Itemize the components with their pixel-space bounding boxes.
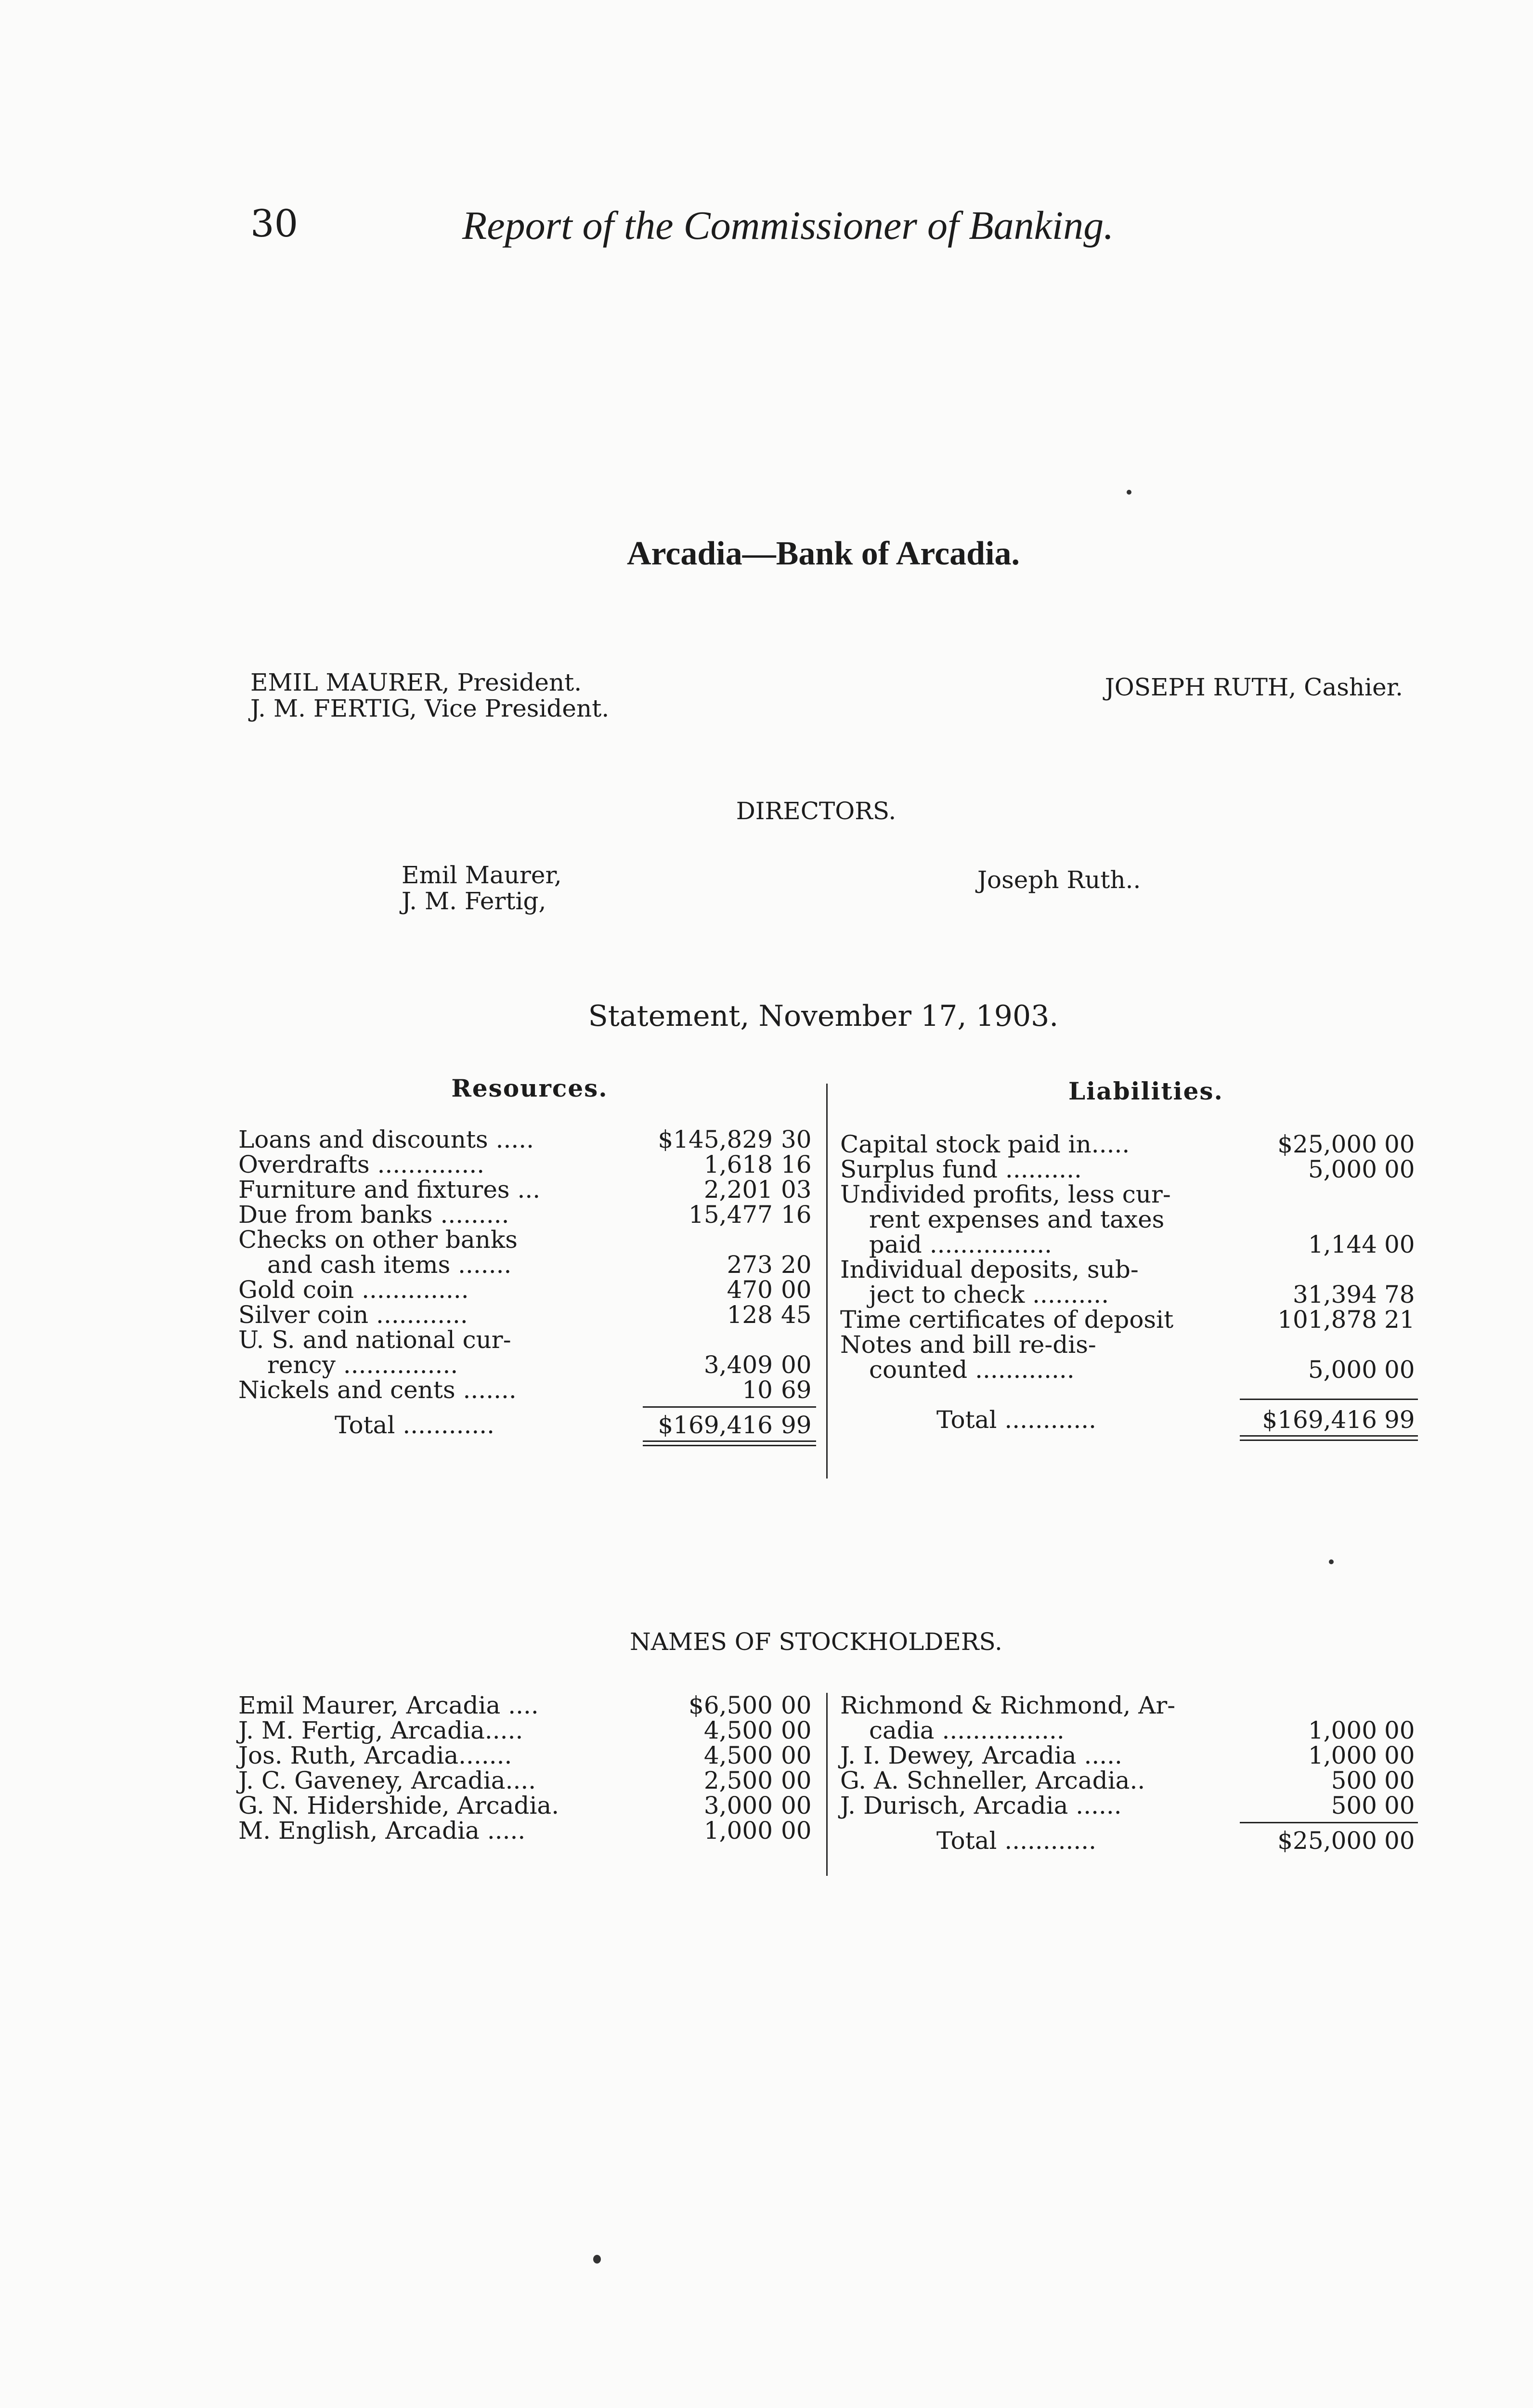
amount-cents: 45 [781,1301,812,1329]
row-label: Nickels and cents ....... [238,1376,517,1404]
amount-cents: 03 [781,1176,812,1204]
row-label: Overdrafts .............. [238,1151,485,1178]
amount-cents: 00 [781,1351,812,1379]
amount-dollars: 5,000 [1308,1356,1377,1384]
president-line: EMIL MAURER, President. [250,668,582,696]
row-label: Richmond & Richmond, Ar- [840,1691,1176,1719]
table-row [238,1277,821,1302]
table-row [840,1357,1425,1382]
table-row [238,1302,821,1327]
row-label: G. A. Schneller, Arcadia.. [840,1767,1145,1794]
row-label: Notes and bill re-dis- [840,1331,1096,1359]
row-label: Silver coin ............ [238,1301,468,1329]
resources-heading: Resources. [451,1074,608,1102]
table-row [238,1152,821,1177]
amount-cents: 00 [781,1767,812,1794]
amount-dollars: 4,500 [703,1716,773,1744]
amount-cents: 16 [781,1151,812,1178]
total-label: Total ............ [936,1827,1097,1855]
sum-rule [1240,1399,1418,1400]
amount-cents: 00 [781,1817,812,1845]
ink-speck [593,2255,601,2264]
table-row [238,1352,821,1377]
table-row [840,1307,1425,1332]
double-rule [1240,1435,1418,1441]
table-row [238,1818,821,1843]
table-row [238,1327,821,1352]
double-rule [643,1440,816,1446]
row-label: Time certificates of deposit [840,1306,1174,1334]
total-dollars: $169,416 [658,1411,773,1439]
amount-cents: 00 [781,1792,812,1819]
row-label: Jos. Ruth, Arcadia....... [238,1741,512,1769]
row-label: Gold coin .............. [238,1276,469,1304]
amount-cents: 00 [1384,1741,1415,1769]
amount-cents: 69 [781,1376,812,1404]
table-row [238,1718,821,1743]
row-label: J. C. Gaveney, Arcadia.... [238,1767,536,1794]
liabilities-heading: Liabilities. [1068,1077,1223,1105]
statement-title: Statement, November 17, 1903. [588,999,1059,1033]
stockholders-right-table [840,1693,1425,1853]
row-label: G. N. Hidershide, Arcadia. [238,1792,559,1819]
amount-dollars: $145,829 [658,1125,773,1153]
table-row [238,1227,821,1252]
row-label: counted ............. [869,1356,1075,1384]
amount-cents: 00 [1384,1155,1415,1183]
row-label: paid ................ [869,1230,1052,1258]
liabilities-table [840,1132,1425,1441]
total-dollars: $25,000 [1277,1827,1377,1855]
row-label: J. M. Fertig, Arcadia..... [238,1716,523,1744]
row-label: ject to check .......... [869,1281,1109,1309]
vice-president-line: J. M. FERTIG, Vice President. [250,694,610,722]
page-number: 30 [250,202,299,246]
row-label: and cash items ....... [267,1251,512,1279]
officers-left [250,669,609,721]
row-label: rent expenses and taxes [869,1205,1165,1233]
amount-cents: 00 [781,1716,812,1744]
table-row [840,1232,1425,1257]
row-label: U. S. and national cur- [238,1326,511,1354]
table-row [238,1127,821,1152]
row-label: Loans and discounts ..... [238,1125,534,1153]
amount-dollars: 1,000 [1308,1741,1377,1769]
amount-dollars: 1,000 [703,1817,773,1845]
amount-cents: 00 [1384,1230,1415,1258]
row-label: Due from banks ......... [238,1201,509,1229]
row-label: Capital stock paid in..... [840,1130,1130,1158]
table-row [840,1793,1425,1818]
row-label: J. I. Dewey, Arcadia ..... [840,1741,1122,1769]
amount-dollars: 15,477 [689,1201,773,1229]
total-cents: 99 [1384,1406,1415,1434]
table-row [840,1157,1425,1182]
row-label: Undivided profits, less cur- [840,1180,1171,1208]
cashier-line: JOSEPH RUTH, Cashier. [1104,673,1403,701]
table-row [840,1743,1425,1768]
table-row [238,1793,821,1818]
table-row [238,1768,821,1793]
table-row [840,1282,1425,1307]
amount-dollars: 101,878 [1277,1306,1377,1334]
total-label: Total ............ [335,1411,495,1439]
amount-cents: 00 [781,1741,812,1769]
total-row [840,1828,1425,1853]
row-label: rency ............... [267,1351,458,1379]
amount-dollars: 4,500 [703,1741,773,1769]
table-row [840,1332,1425,1357]
amount-cents: 00 [1384,1767,1415,1794]
ink-speck [1329,1559,1334,1564]
amount-cents: 00 [781,1691,812,1719]
total-cents: 00 [1384,1827,1415,1855]
amount-dollars: 10 [742,1376,773,1404]
table-row [840,1257,1425,1282]
table-row [238,1202,821,1227]
row-label: Individual deposits, sub- [840,1256,1139,1283]
director-name: J. M. Fertig, [402,887,546,915]
amount-dollars: 31,394 [1293,1281,1377,1309]
directors-left [402,862,562,914]
director-name: Emil Maurer, [402,861,562,889]
amount-dollars: $25,000 [1277,1130,1377,1158]
amount-cents: 00 [1384,1356,1415,1384]
table-row [840,1693,1425,1718]
table-row [840,1768,1425,1793]
table-row [238,1743,821,1768]
table-row [840,1207,1425,1232]
row-label: Surplus fund .......... [840,1155,1082,1183]
sum-rule [643,1406,816,1408]
ink-speck [1127,490,1131,495]
stockholders-heading: NAMES OF STOCKHOLDERS. [630,1628,1002,1656]
table-row [238,1177,821,1202]
table-row [840,1718,1425,1743]
bank-title: Arcadia—Bank of Arcadia. [626,535,1020,572]
row-label: J. Durisch, Arcadia ...... [840,1792,1122,1819]
amount-dollars: 3,409 [703,1351,773,1379]
amount-dollars: $6,500 [689,1691,773,1719]
amount-cents: 30 [781,1125,812,1153]
total-row [238,1413,821,1438]
amount-cents: 00 [1384,1792,1415,1819]
amount-dollars: 2,500 [703,1767,773,1794]
amount-dollars: 3,000 [703,1792,773,1819]
amount-cents: 20 [781,1251,812,1279]
amount-cents: 00 [781,1276,812,1304]
table-row [840,1132,1425,1157]
amount-dollars: 273 [727,1251,773,1279]
total-dollars: $169,416 [1262,1406,1377,1434]
column-divider [826,1693,828,1876]
total-cents: 99 [781,1411,812,1439]
amount-dollars: 1,144 [1308,1230,1377,1258]
row-label: Emil Maurer, Arcadia .... [238,1691,539,1719]
amount-dollars: 128 [727,1301,773,1329]
row-label: Furniture and fixtures ... [238,1176,541,1204]
directors-heading: DIRECTORS. [736,797,896,825]
amount-dollars: 470 [727,1276,773,1304]
amount-dollars: 500 [1331,1792,1377,1819]
amount-cents: 78 [1384,1281,1415,1309]
table-row [238,1377,821,1402]
amount-dollars: 5,000 [1308,1155,1377,1183]
amount-cents: 00 [1384,1716,1415,1744]
row-label: M. English, Arcadia ..... [238,1817,526,1845]
row-label: Checks on other banks [238,1226,518,1254]
amount-dollars: 2,201 [703,1176,773,1204]
column-divider [826,1084,828,1479]
amount-dollars: 1,000 [1308,1716,1377,1744]
total-label: Total ............ [936,1406,1097,1434]
amount-dollars: 500 [1331,1767,1377,1794]
sum-rule [1240,1822,1418,1823]
running-title: Report of the Commissioner of Banking. [462,203,1114,248]
table-row [238,1252,821,1277]
table-row [238,1693,821,1718]
director-name: Joseph Ruth.. [977,866,1141,894]
total-row [840,1407,1425,1432]
amount-cents: 21 [1384,1306,1415,1334]
stockholders-left-table [238,1693,821,1843]
resources-table [238,1127,821,1446]
amount-cents: 16 [781,1201,812,1229]
table-row [840,1182,1425,1207]
amount-dollars: 1,618 [703,1151,773,1178]
amount-cents: 00 [1384,1130,1415,1158]
row-label: cadia ................ [869,1716,1065,1744]
